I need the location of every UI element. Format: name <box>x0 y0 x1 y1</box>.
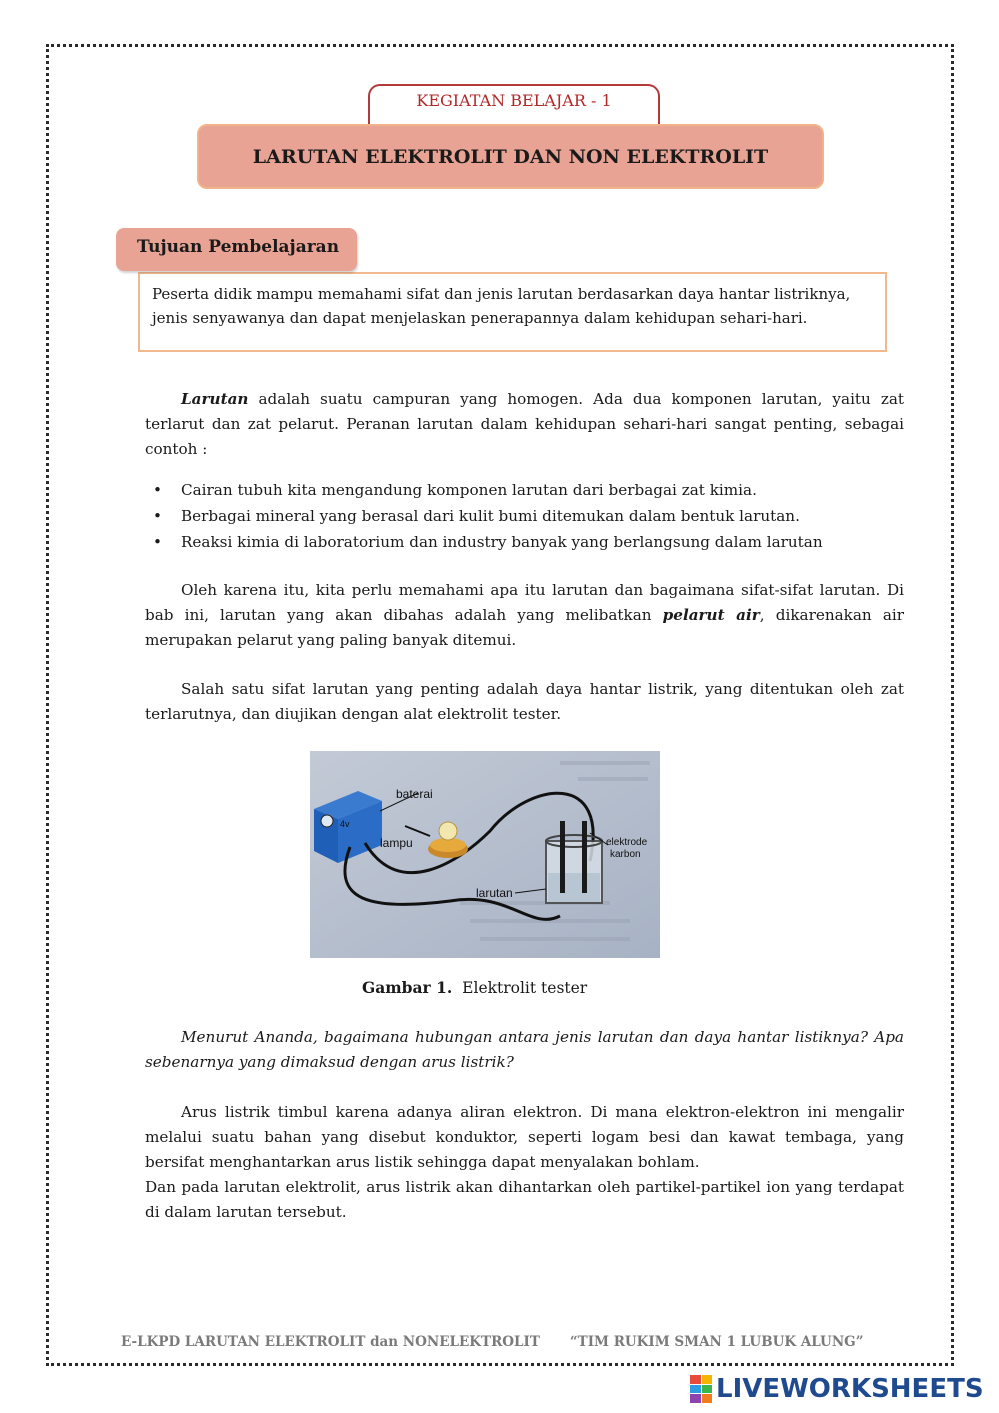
electrode-label-1: elektrode <box>606 837 648 848</box>
page-footer <box>121 1334 863 1350</box>
paragraph-solvent-start: Oleh karena itu, kita perlu memahami apa itu larutan dan bagaimana sifat-sifat larutan. Di bab ini, larutan yang akan dibahas adalah yang melibatkan <box>145 581 904 624</box>
paragraph-electrolyte: Dan pada larutan elektrolit, arus listrik akan dihantarkan oleh partikel-partikel ion yang terdapat di dalam larutan tersebut. <box>145 1178 904 1221</box>
footer-right: “TIM RUKIM SMAN 1 LUBUK ALUNG” <box>569 1334 864 1350</box>
brand-text: LIVEWORKSHEETS <box>716 1374 984 1404</box>
paragraph-solvent <box>145 578 904 653</box>
intro-text: adalah suatu campuran yang homogen. Ada dua komponen larutan, yaitu zat terlarut dan zat pelarut. Peranan larutan dalam kehidupan sehari-hari sangat penting, sebagai contoh : <box>145 390 904 458</box>
intro-paragraph <box>145 387 904 462</box>
intro-term: Larutan <box>181 390 249 408</box>
caption-number: Gambar 1. <box>362 978 453 997</box>
emphasis-water-solvent: pelarut air <box>662 606 760 624</box>
paragraph-conductivity: Salah satu sifat larutan yang penting adalah daya hantar listrik, yang ditentukan oleh zat terlarutnya, dan diujikan dengan alat elektrolit tester. <box>145 680 904 723</box>
lamp-label: lampu <box>380 836 413 850</box>
solution-label: larutan <box>476 886 513 900</box>
liveworksheets-logo-icon <box>690 1375 712 1403</box>
electrode-label-2: karbon <box>610 849 641 860</box>
electrolyte-tester-illustration <box>310 751 660 958</box>
liveworksheets-brand[interactable] <box>690 1373 984 1405</box>
voltage-label: 4v <box>340 819 350 829</box>
objective-line-2: jenis senyawanya dan dapat menjelaskan penerapannya dalam kehidupan sehari-hari. <box>152 309 808 327</box>
figure-caption <box>362 977 587 999</box>
list-item: • Reaksi kimia di laboratorium dan industry banyak yang berlangsung dalam larutan <box>145 529 904 555</box>
list-item: • Berbagai mineral yang berasal dari kulit bumi ditemukan dalam bentuk larutan. <box>145 503 904 529</box>
page-title: LARUTAN ELEKTROLIT DAN NON ELEKTROLIT <box>197 124 824 189</box>
paragraph-solvent-end: , dikarenakan air merupakan pelarut yang paling banyak ditemui. <box>145 606 904 649</box>
paragraph-current: Arus listrik timbul karena adanya aliran elektron. Di mana elektron-elektron ini mengalir melalui suatu bahan yang disebut konduktor, seperti logam besi dan kawat tembaga, yang bersifat menghantarkan arus listik sehingga dapat menyalakan bohlam. <box>145 1103 904 1171</box>
activity-tab: KEGIATAN BELAJAR - 1 <box>368 84 660 128</box>
battery-label: baterai <box>396 787 433 801</box>
list-item: • Cairan tubuh kita mengandung komponen larutan dari berbagai zat kimia. <box>145 477 904 503</box>
objective-label: Tujuan Pembelajaran <box>116 228 357 271</box>
electrolyte-tester-figure <box>310 751 660 958</box>
footer-left: E-LKPD LARUTAN ELEKTROLIT dan NONELEKTROLIT <box>121 1334 540 1350</box>
question-paragraph: Menurut Ananda, bagaimana hubungan antara jenis larutan dan daya hantar listiknya? Apa sebenarnya yang dimaksud dengan arus listrik? <box>145 1028 904 1071</box>
caption-text: Elektrolit tester <box>462 979 588 997</box>
objective-box <box>138 272 887 352</box>
example-list <box>145 477 904 555</box>
objective-line-1: Peserta didik mampu memahami sifat dan jenis larutan berdasarkan daya hantar listriknya, <box>152 285 851 303</box>
